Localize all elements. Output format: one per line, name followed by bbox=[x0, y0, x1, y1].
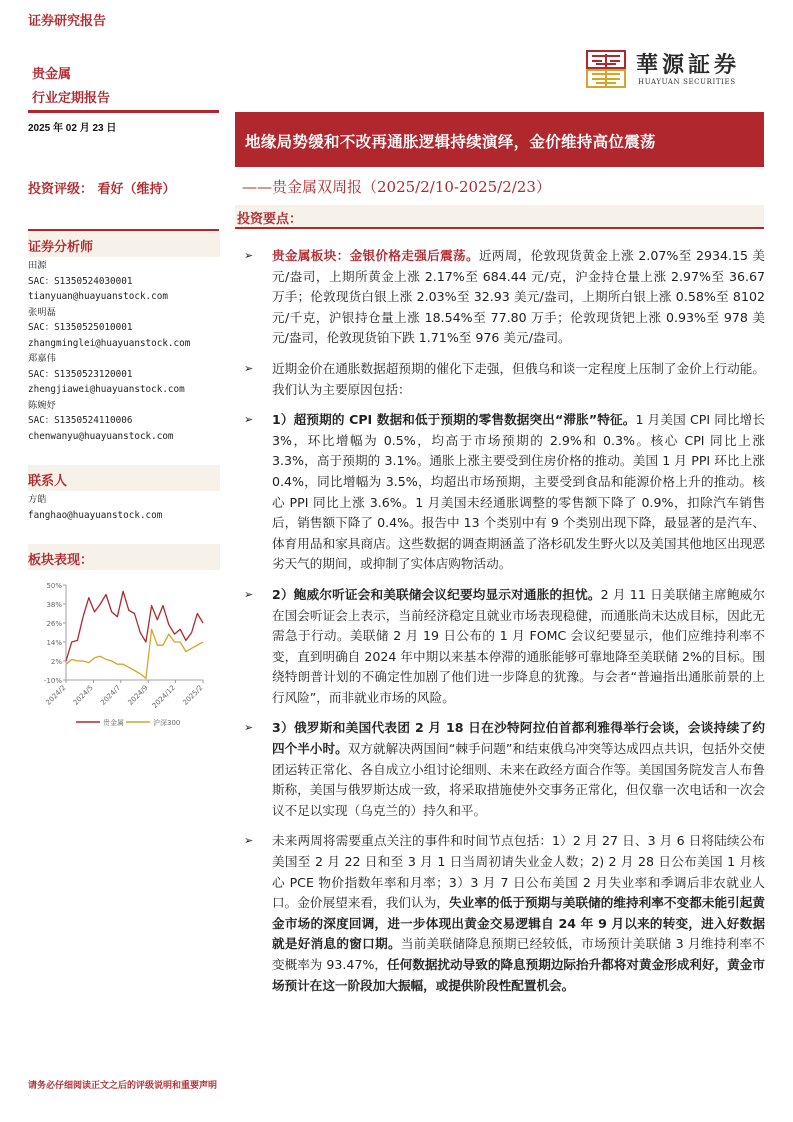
analyst-sac: SAC：S1350525010001 bbox=[28, 322, 133, 333]
bullet-arrow-icon: ➢ bbox=[244, 413, 254, 427]
bullet-lead: 贵金属板块：金银价格走强后震荡。 bbox=[272, 248, 479, 263]
bullet-arrow-icon: ➢ bbox=[244, 721, 254, 735]
legend-label: 贵金属 bbox=[103, 719, 124, 727]
analyst-sac: SAC：S1350524030001 bbox=[28, 275, 133, 287]
report-kind-label: 行业定期报告 bbox=[32, 91, 111, 106]
logo-chinese-name: 華源証券 bbox=[636, 52, 741, 78]
y-tick-label: 2% bbox=[50, 658, 62, 666]
report-date: 2025 年 02 月 23 日 bbox=[28, 123, 117, 134]
bullet-text: 未来两周将需要重点关注的事件和时间节点包括：1）2 月 27 日、3 月 6 日将陆续公布美国至 2 月 22 日和至 3 月 1 日当周初请失业金人数；2) 2 月 28 日公布美国 1 月核心 PCE 物价指数年率和月率；3）3 月 7 日公布美国 2 月失业率和季调后非农就业人口。金价展望来看，我们认为， bbox=[272, 833, 765, 911]
bullet-item bbox=[240, 831, 765, 996]
x-tick-label: 2024/5 bbox=[71, 683, 95, 707]
report-type-label: 证券研究报告 bbox=[28, 14, 107, 29]
bullet-bold-text: 任何数据扰动导致的降息预期边际抬升都将对黄金形成利好，黄金市场预计在这一阶段加大振幅，或提供阶段性配置机会。 bbox=[272, 957, 765, 993]
analyst-name: 田源 bbox=[28, 260, 47, 271]
analyst-email[interactable]: chenwanyu@huayuanstock.com bbox=[28, 430, 174, 442]
bullet-text: 2 月 11 日美联储主席鲍威尔在国会听证会上表示，当前经济稳定且就业市场表现稳健，而通胀尚未达成目标，因此无需急于行动。美联储 2 月 19 日公布的 1 月 FOMC 会议纪要显示，他们应维持利率不变，直到明确自 2024 年中期以来基本停滞的通胀能够可靠地降至美联储 2%的目标。围绕特朗普计划的不确定性加剧了他们进一步降息的犹豫。与会者“普遍指出通胀前景的上行风险”，而非就业市场的风险。 bbox=[272, 586, 765, 705]
bullet-text: 1 月美国 CPI 同比增长 3%，环比增幅为 0.5%，均高于市场预期的 2.9%和 0.3%。核心 CPI 同比上涨 3.3%，高于预期的 3.1%。通胀上涨主要受到住房价格的推动。美国 1 月 PPI 环比上涨 0.4%，同比增幅为 3.5%，均超出市场预期，主要受到食品和能源价格上升的推动。核心 PPI 同比上涨 3.6%。1 月美国未经通胀调整的零售额下降了 0.9%，扣除汽车销售后，销售额下降了 0.4%。报告中 13 个类别中有 9 个类别出现下降，最显著的是汽车、体育用品和家具商店。这些数据的调查期涵盖了洛杉矶发生野火以及美国其他地区出现恶劣天气的期间，或抑制了实体店购物活动。 bbox=[272, 412, 766, 572]
bullet-arrow-icon: ➢ bbox=[244, 361, 254, 375]
header-divider bbox=[28, 110, 219, 113]
investment-rating: 投资评级： 看好（维持） bbox=[28, 182, 176, 197]
key-points-title: 投资要点： bbox=[237, 212, 303, 227]
analyst-name: 郑嘉伟 bbox=[28, 353, 56, 364]
legend-label: 沪深300 bbox=[153, 719, 181, 727]
bullet-bold-text: 失业率的低于预期与美联储的维持利率不变都未能引起黄金市场的深度回调，进一步体现出黄金交易逻辑自 24 年 9 月以来的转变，进入好数据就是好消息的窗口期。 bbox=[272, 895, 766, 952]
sector-label: 贵金属 bbox=[32, 67, 72, 82]
report-subtitle: ——贵金属双周报（2025/2/10-2025/2/23） bbox=[242, 178, 551, 196]
contact-section-title: 联系人 bbox=[28, 474, 68, 489]
bullet-item bbox=[240, 585, 765, 709]
bullet-item bbox=[240, 246, 765, 349]
analyst-email[interactable]: zhangminglei@huayuanstock.com bbox=[28, 337, 191, 349]
analyst-email[interactable]: zhengjiawei@huayuanstock.com bbox=[28, 384, 185, 395]
bullet-text: 近两周，伦敦现货黄金上涨 2.07%至 2934.15 美元/盎司，上期所黄金上涨 2.17%至 684.44 元/克，沪金持仓量上涨 2.97%至 36.67 万手；伦敦现货白银上涨 2.03%至 32.93 美元/盎司，上期所白银上涨 0.58%至 8102 元/千克，沪银持仓量上涨 18.54%至 77.80 万手；伦敦现货钯上涨 0.93%至 978 美元/盎司，伦敦现货铂下跌 1.71%至 976 美元/盎司。 bbox=[272, 248, 765, 346]
bullet-text: 近期金价在通胀数据超预期的催化下走强，但俄乌和谈一定程度上压制了金价上行动能。我们认为主要原因包括： bbox=[272, 360, 765, 397]
bullet-arrow-icon: ➢ bbox=[244, 587, 254, 601]
analyst-section-title: 证券分析师 bbox=[28, 240, 94, 255]
contact-list bbox=[28, 492, 162, 523]
x-tick-label: 2025/2 bbox=[181, 683, 205, 707]
logo-english-name: HUAYUAN SECURITIES bbox=[638, 78, 736, 86]
performance-section-title: 板块表现： bbox=[28, 553, 94, 568]
analyst-section-header bbox=[28, 231, 220, 257]
bullet-item bbox=[240, 718, 765, 821]
x-tick-label: 2024/9 bbox=[126, 683, 150, 707]
y-tick-label: 26% bbox=[46, 620, 62, 628]
key-points-header bbox=[235, 205, 764, 229]
company-logo bbox=[586, 48, 776, 90]
sector-performance-chart bbox=[28, 575, 218, 735]
analyst-name: 陈婉妤 bbox=[28, 399, 56, 411]
bullet-item bbox=[240, 359, 765, 400]
analyst-sac: SAC：S1350523120001 bbox=[28, 368, 133, 380]
bullet-lead: 3）俄罗斯和美国代表团 2 月 18 日在沙特阿拉伯首都利雅得举行会谈，会谈持续了约四个半小时。 bbox=[272, 720, 765, 757]
key-points-body bbox=[240, 246, 765, 1006]
x-tick-label: 2024/7 bbox=[99, 683, 123, 707]
bullet-text: 当前美联储降息预期已经较低，市场预计美联储 3 月维持利率不变概率为 93.47%， bbox=[272, 936, 765, 972]
series-line-csi300 bbox=[66, 629, 203, 678]
contact-email[interactable]: fanghao@huayuanstock.com bbox=[28, 509, 163, 521]
bullet-lead: 1）超预期的 CPI 数据和低于预期的零售数据突出“滞胀”特征。 bbox=[272, 412, 636, 428]
bullet-item bbox=[240, 410, 765, 575]
x-tick-label: 2024/12 bbox=[150, 683, 178, 710]
contact-name: 方皓 bbox=[28, 494, 47, 505]
analyst-list bbox=[28, 258, 190, 444]
y-tick-label: 50% bbox=[46, 582, 62, 590]
y-tick-label: 38% bbox=[46, 601, 62, 609]
bullet-arrow-icon: ➢ bbox=[244, 249, 254, 262]
performance-section-header bbox=[28, 544, 220, 570]
x-tick-label: 2024/2 bbox=[44, 683, 68, 707]
chart-svg bbox=[28, 575, 218, 735]
y-tick-label: 14% bbox=[46, 639, 62, 647]
y-tick-label: -10% bbox=[43, 677, 62, 685]
analyst-email[interactable]: tianyuan@huayuanstock.com bbox=[28, 291, 168, 302]
series-line-precious-metals bbox=[66, 591, 203, 661]
bullet-arrow-icon: ➢ bbox=[244, 834, 254, 848]
analyst-sac: SAC：S1350524110006 bbox=[28, 415, 133, 426]
logo-mark-icon bbox=[586, 50, 626, 88]
bullet-lead: 2）鲍威尔听证会和美联储会议纪要均显示对通胀的担忧。 bbox=[272, 586, 601, 602]
report-title: 地缘局势缓和不改再通胀逻辑持续演绎，金价维持高位震荡 bbox=[245, 132, 656, 151]
disclaimer-note: 请务必仔细阅读正文之后的评级说明和重要声明 bbox=[28, 1081, 218, 1091]
title-banner bbox=[235, 112, 764, 167]
bullet-text: 双方就解决两国间“棘手问题”和结束俄乌冲突等达成四点共识，包括外交使团运转正常化、各自成立小组讨论细则、未来在政经方面合作等。美国国务院发言人布鲁斯称，美国与俄罗斯达成一致，将采取措施使外交事务正常化，但仅靠一次电话和一次会议不足以实现（乌克兰的）持久和平。 bbox=[272, 741, 765, 818]
contact-section-header bbox=[28, 465, 220, 491]
analyst-name: 张明磊 bbox=[28, 306, 56, 318]
